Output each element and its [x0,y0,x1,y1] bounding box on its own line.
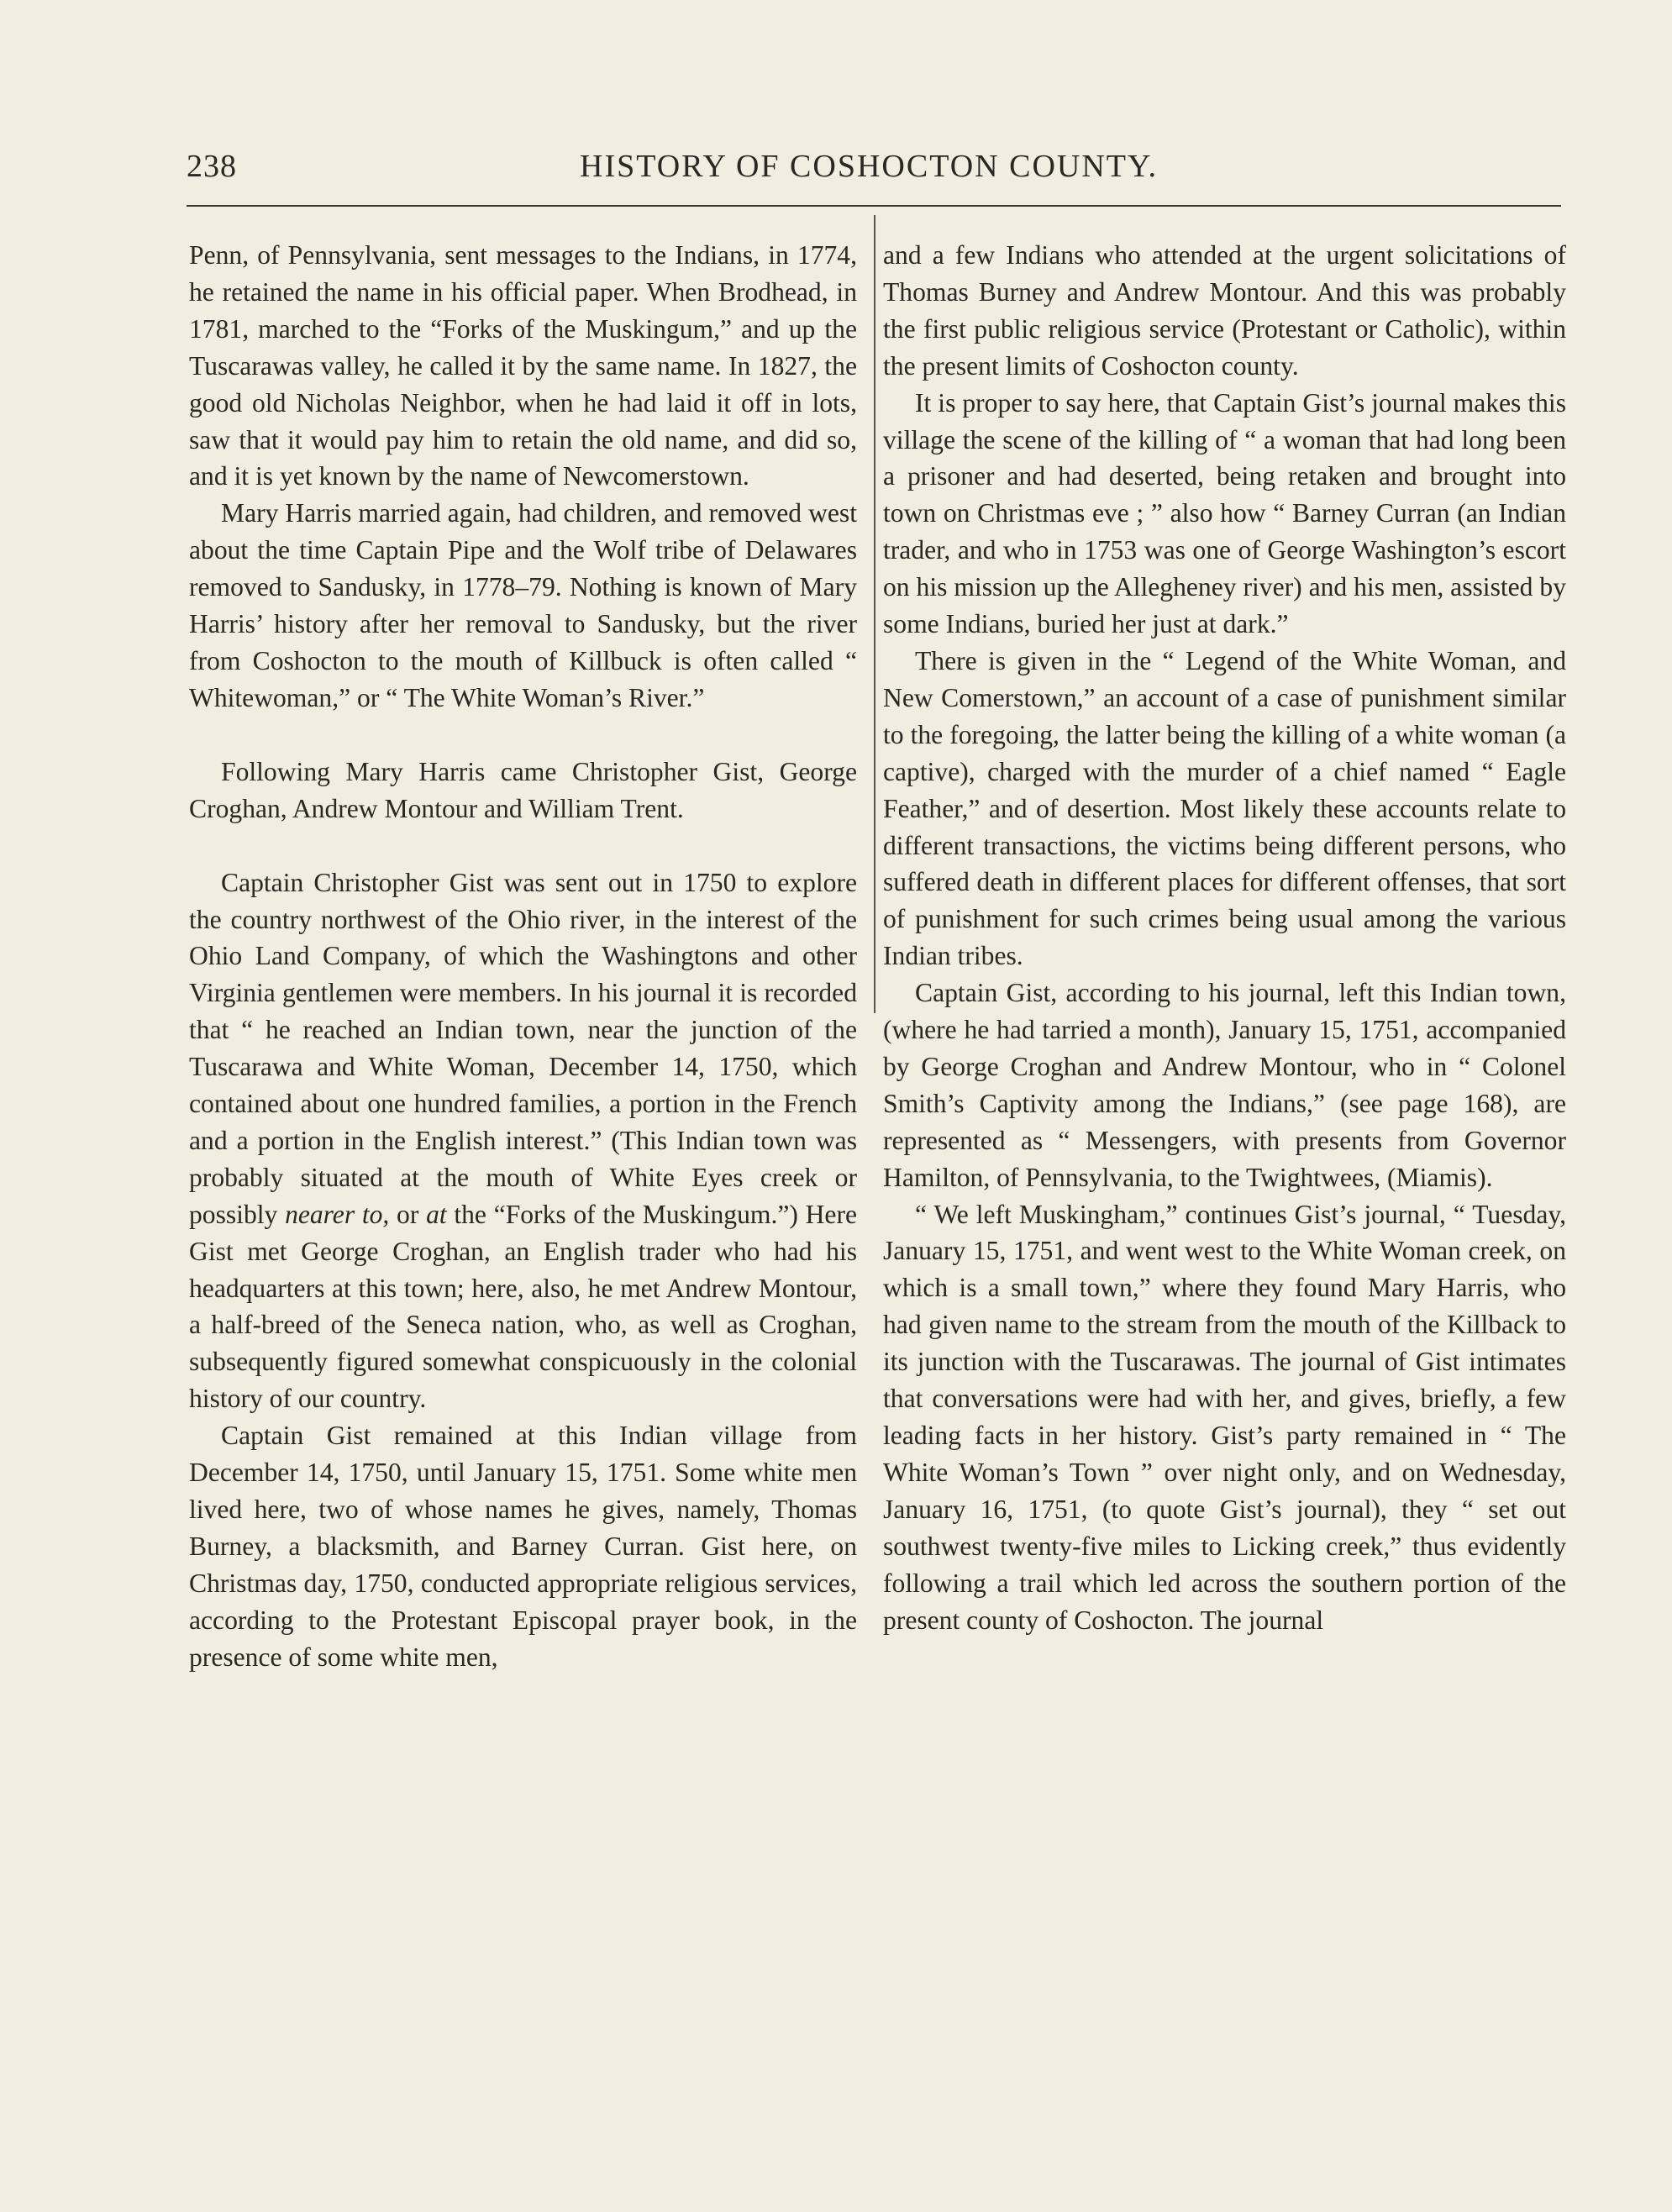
paragraph: and a few Indians who attended at the urgent solicitations of Thomas Burney and Andrew Montour. And this was probably the first public religious service (Protestant or Catholic), within the present limits of Coshocton county. [883,240,1566,381]
paragraph: Captain Gist, according to his journal, left this Indian town, (where he had tarried a month), January 15, 1751, accompanied by George Croghan and Andrew Montour, who in “ Colonel Smith’s Captivity among the Indians,” (see page 168), are represented as “ Messengers, with presents from Governor Hamilton, of Pennsylvania, to the Twightwees, (Miamis). [883,978,1566,1192]
paragraph: Captain Gist remained at this Indian village from December 14, 1750, until January 15, 1751. Some white men lived here, two of whose names he gives, namely, Thomas Burney, a blacksmith, and Barney Curran. Gist here, on Christmas day, 1750, conducted appropriate religious services, according to the Protestant Episcopal prayer book, in the presence of some white men, [189,1421,857,1672]
paragraph: Mary Harris married again, had children, and removed west about the time Captain Pipe and the Wolf tribe of Delawares removed to Sandusky, in 1778–79. Nothing is known of Mary Harris’ history after her removal to Sandusky, but the river from Coshocton to the mouth of Killbuck is often called “ Whitewoman,” or “ The White Woman’s River.” [189,498,857,712]
italic-text: at [426,1199,447,1229]
text-run: the “Forks of the Muskingum.”) Here Gist met George Croghan, an English trader who had his headquarters at this town; here, also, he met Andrew Montour, a half-breed of the Seneca nation, who, as well as Croghan, subsequently figured somewhat conspicuously in the colonial history of our country. [189,1199,857,1414]
page-header [187,143,1556,193]
paragraph: There is given in the “ Legend of the White Woman, and New Comerstown,” an account of a case of punishment similar to the foregoing, the latter being the killing of a white woman (a captive), charged with the murder of a chief named “ Eagle Feather,” and of desertion. Most likely these accounts relate to different transactions, the victims being different persons, who suffered death in different places for different offenses, that sort of punishment for such crimes being usual among the various Indian tribes. [883,645,1566,971]
paragraph: Penn, of Pennsylvania, sent messages to the Indians, in 1774, he retained the name in his official paper. When Brodhead, in 1781, marched to the “Forks of the Muskingum,” and up the Tuscarawas valley, he called it by the same name. In 1827, the good old Nicholas Neighbor, when he had laid it off in lots, saw that it would pay him to retain the old name, and did so, and it is yet known by the name of Newcomerstown. [189,240,857,491]
paragraph: Following Mary Harris came Christopher Gist, George Croghan, Andrew Montour and William Trent. [189,756,857,823]
header-rule [187,205,1561,207]
text-run: or [389,1199,427,1229]
running-title: HISTORY OF COSHOCTON COUNTY. [580,149,1159,184]
page-number: 238 [187,149,237,184]
paragraph: “ We left Muskingham,” continues Gist’s journal, “ Tuesday, January 15, 1751, and went west to the White Woman creek, on which is a small town,” where they found Mary Harris, who had given name to the stream from the mouth of the Killback to its junction with the Tuscarawas. The journal of Gist intimates that conversations were had with her, and gives, briefly, a few leading facts in her history. Gist’s party remained in “ The White Woman’s Town ” over night only, and on Wednesday, January 16, 1751, (to quote Gist’s journal), they “ set out southwest twenty-five miles to Licking creek,” thus evidently following a trail which led across the southern portion of the present county of Coshocton. The journal [883,1199,1566,1635]
column-divider [874,215,875,1013]
text-run: Captain Christopher Gist was sent out in 1750 to explore the country northwest of the Ohio river, in the interest of the Ohio Land Company, of which the Washingtons and other Virginia gentlemen were members. In his journal it is recorded that “ he reached an Indian town, near the junction of the Tuscarawa and White Woman, December 14, 1750, which contained about one hundred families, a portion in the French and a portion in the English interest.” (This Indian town was probably situated at the mouth of White Eyes creek or possibly [189,867,857,1229]
paragraph: It is proper to say here, that Captain Gist’s journal makes this village the scene of the killing of “ a woman that had long been a prisoner and had deserted, being retaken and brought into town on Christmas eve ; ” also how “ Barney Curran (an Indian trader, and who in 1753 was one of George Washington’s escort on his mission up the Allegheney river) and his men, assisted by some Indians, buried her just at dark.” [883,387,1566,639]
left-column [189,237,857,1676]
right-column [883,237,1566,1638]
italic-text: nearer to, [285,1199,390,1229]
paragraph [189,864,857,1418]
